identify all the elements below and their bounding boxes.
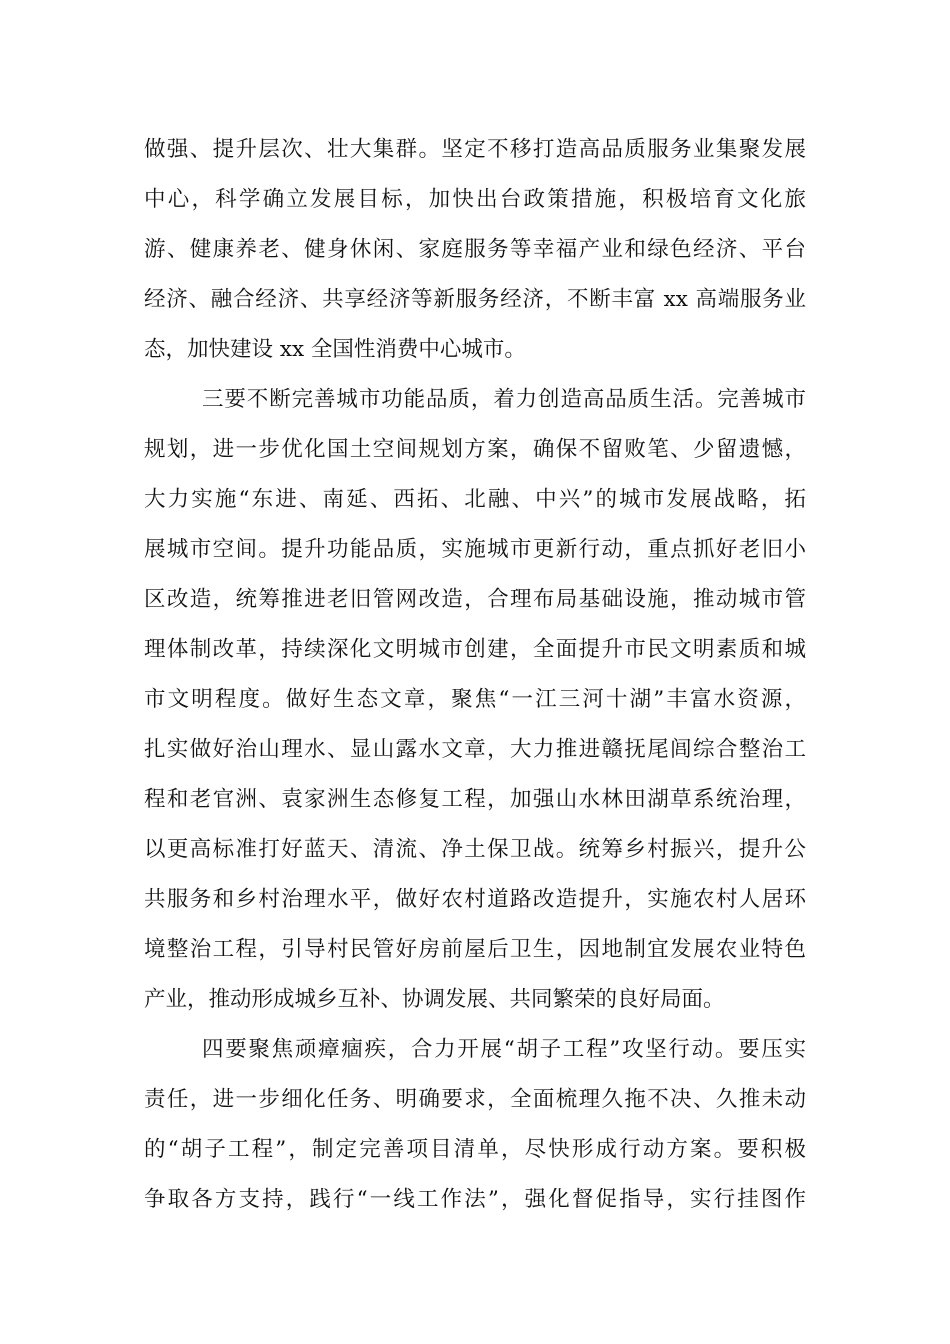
text-line: 中心，科学确立发展目标，加快出台政策措施，积极培育文化旅 bbox=[144, 187, 806, 212]
text-line: 规划，进一步优化国土空间规划方案，确保不留败笔、少留遗憾， bbox=[144, 437, 806, 462]
text-line: 扎实做好治山理水、显山露水文章，大力推进赣抚尾闾综合整治工 bbox=[144, 737, 806, 762]
text-line: 理体制改革，持续深化文明城市创建，全面提升市民文明素质和城 bbox=[144, 637, 806, 662]
paragraph-first-line: 三要不断完善城市功能品质，着力创造高品质生活。完善城市 bbox=[202, 387, 806, 412]
text-line: 游、健康养老、健身休闲、家庭服务等幸福产业和绿色经济、平台 bbox=[144, 237, 806, 262]
text-line: 经济、融合经济、共享经济等新服务经济，不断丰富 xx 高端服务业 bbox=[144, 287, 806, 312]
text-line: 以更高标准打好蓝天、清流、净土保卫战。统筹乡村振兴，提升公 bbox=[144, 837, 806, 862]
text-line: 展城市空间。提升功能品质，实施城市更新行动，重点抓好老旧小 bbox=[144, 537, 806, 562]
text-line: 程和老官洲、袁家洲生态修复工程，加强山水林田湖草系统治理， bbox=[144, 787, 806, 812]
text-line: 做强、提升层次、壮大集群。坚定不移打造高品质服务业集聚发展 bbox=[144, 137, 806, 162]
text-line: 责任，进一步细化任务、明确要求，全面梳理久拖不决、久推未动 bbox=[144, 1087, 806, 1112]
text-line: 争取各方支持，践行“一线工作法”，强化督促指导，实行挂图作 bbox=[144, 1187, 806, 1212]
paragraph-first-line: 四要聚焦顽瘴痼疾，合力开展“胡子工程”攻坚行动。要压实 bbox=[202, 1037, 806, 1062]
text-line: 大力实施“东进、南延、西拓、北融、中兴”的城市发展战略，拓 bbox=[144, 487, 806, 512]
text-line: 产业，推动形成城乡互补、协调发展、共同繁荣的良好局面。 bbox=[144, 987, 725, 1012]
text-line: 境整治工程，引导村民管好房前屋后卫生，因地制宜发展农业特色 bbox=[144, 937, 806, 962]
text-line: 区改造，统筹推进老旧管网改造，合理布局基础设施，推动城市管 bbox=[144, 587, 806, 612]
text-line: 市文明程度。做好生态文章，聚焦“一江三河十湖”丰富水资源， bbox=[144, 687, 806, 712]
text-line: 态，加快建设 xx 全国性消费中心城市。 bbox=[144, 337, 526, 362]
text-line: 共服务和乡村治理水平，做好农村道路改造提升，实施农村人居环 bbox=[144, 887, 806, 912]
text-line: 的“胡子工程”，制定完善项目清单，尽快形成行动方案。要积极 bbox=[144, 1137, 806, 1162]
